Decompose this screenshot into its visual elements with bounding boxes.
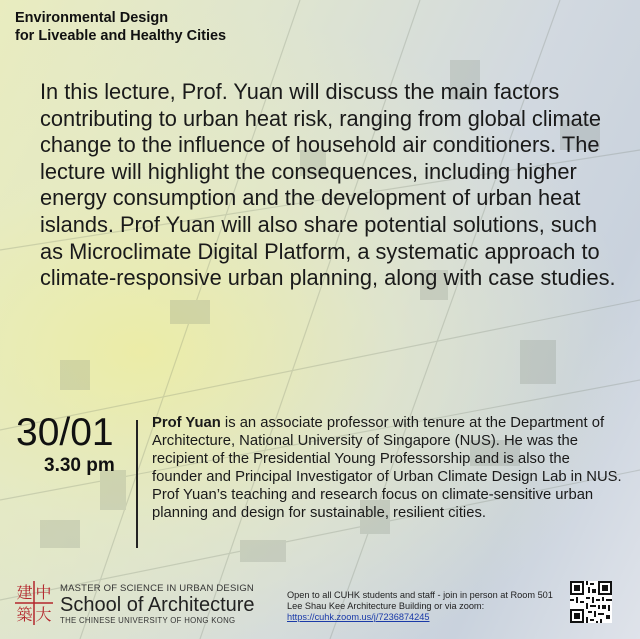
series-title-line-1: Environmental Design <box>15 10 169 26</box>
logo-char-2: 中 <box>35 583 52 602</box>
series-title <box>15 9 226 45</box>
university-name: THE CHINESE UNIVERSITY OF HONG KONG <box>60 616 236 625</box>
logo-char-3: 築 <box>16 605 33 624</box>
lecture-description: In this lecture, Prof. Yuan will discuss the main factors contributing to urban heat risk, ranging from global climate change to the influence of household air conditioners. The lecture will highlight the consequences, including higher energy consumption and the development of urban heat islands. Prof Yuan will also share potential solutions, such as Microclimate Digital Platform, a systematic approach to climate-responsive urban planning, along with case studies. <box>40 79 616 291</box>
speaker-bio-text: is an associate professor with tenure at the Department of Architecture, National University of Singapore (NUS). He was the recipient of the Presidential Young Professorship and is also the founder and Principal Investigator of Urban Climate Design Lab in NUS. Prof Yuan’s teaching and research focus on climate-sensitive urban planning and design for sustainable, resilient cities. <box>152 415 622 522</box>
attendance-line-1: Open to all CUHK students and staff - join in person at Room 501 <box>287 590 553 600</box>
event-time: 3.30 pm <box>44 455 115 476</box>
event-date: 30/01 <box>16 411 114 454</box>
speaker-bio <box>152 414 622 523</box>
school-block <box>60 583 255 625</box>
series-title-line-2: for Liveable and Healthy Cities <box>15 28 227 44</box>
divider <box>136 420 138 548</box>
zoom-link[interactable]: https://cuhk.zoom.us/j/7236874245 <box>287 612 430 623</box>
speaker-name: Prof Yuan <box>152 415 221 431</box>
attendance-info <box>287 590 553 624</box>
programme-name: MASTER OF SCIENCE IN URBAN DESIGN <box>60 583 254 594</box>
attendance-line-2: Lee Shau Kee Architecture Building or via zoom: <box>287 601 485 612</box>
school-name: School of Architecture <box>60 594 255 616</box>
logo-char-1: 建 <box>16 583 33 602</box>
qr-code-icon[interactable] <box>570 581 612 623</box>
cuhk-architecture-logo <box>15 581 53 625</box>
logo-char-4: 大 <box>35 605 52 624</box>
